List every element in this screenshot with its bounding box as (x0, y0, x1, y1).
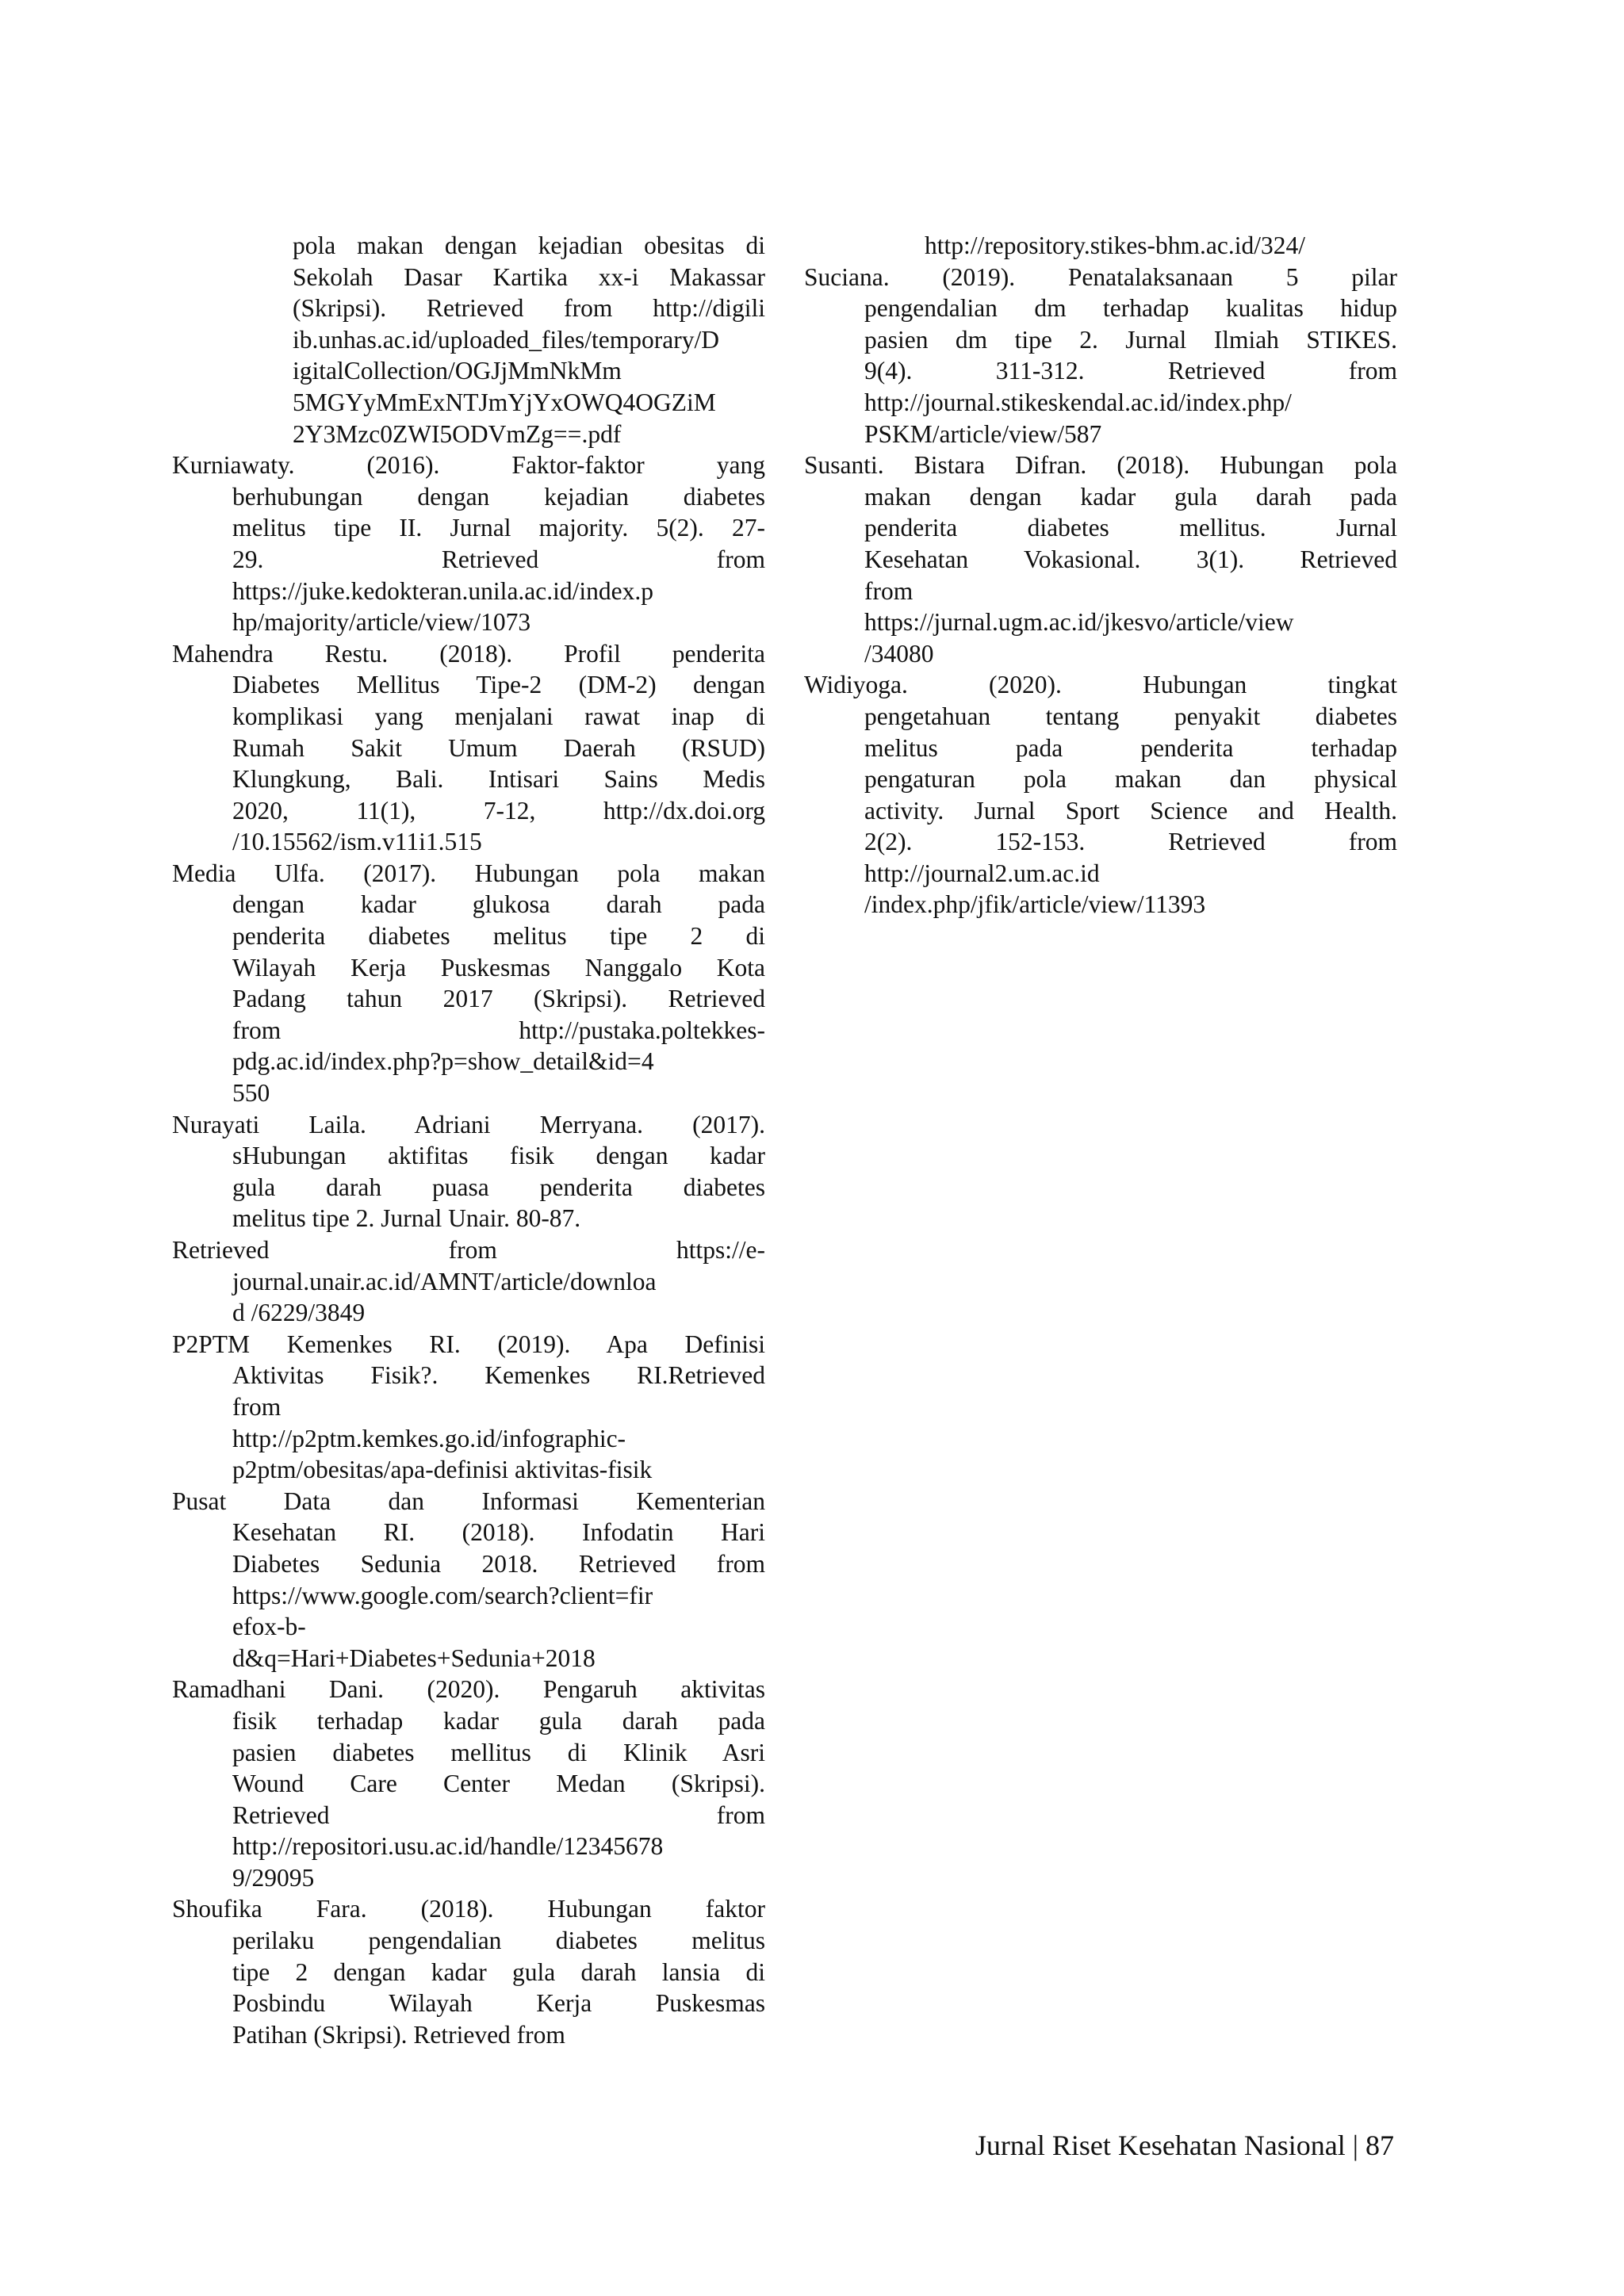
reference-line: Posbindu Wilayah Kerja Puskesmas (232, 1989, 765, 2018)
reference-line: /10.15562/ism.v11i1.515 (232, 828, 482, 856)
reference-line: ib.unhas.ac.id/uploaded_files/temporary/D (293, 325, 719, 354)
reference-line: berhubungan dengan kejadian diabetes (232, 482, 765, 511)
reference-line: Aktivitas Fisik?. Kemenkes RI.Retrieved (232, 1361, 765, 1390)
reference-entry (804, 669, 1397, 920)
reference-line: pdg.ac.id/index.php?p=show_detail&id=4 (232, 1047, 654, 1076)
reference-line: melitus tipe 2. Jurnal Unair. 80-87. (232, 1204, 581, 1233)
reference-entry (172, 1109, 765, 1234)
reference-line: penderita diabetes melitus tipe 2 di (232, 922, 765, 951)
reference-line: d&q=Hari+Diabetes+Sedunia+2018 (232, 1644, 596, 1672)
reference-entry (232, 230, 765, 450)
reference-entry (172, 1486, 765, 1674)
reference-line: Diabetes Sedunia 2018. Retrieved from (232, 1549, 765, 1578)
reference-line: Nurayati Laila. Adriani Merryana. (2017). (172, 1110, 765, 1138)
reference-line: http://p2ptm.kemkes.go.id/infographic- (232, 1424, 626, 1452)
reference-line: https://www.google.com/search?client=fir (232, 1581, 653, 1609)
reference-line: 9/29095 (232, 1863, 315, 1892)
reference-line: Wound Care Center Medan (Skripsi). (232, 1770, 765, 1798)
reference-line: Suciana. (2019). Penatalaksanaan 5 pilar (804, 262, 1397, 291)
reference-line: activity. Jurnal Sport Science and Health. (864, 796, 1397, 825)
reference-entry (172, 1329, 765, 1486)
reference-line: pasien diabetes mellitus di Klinik Asri (232, 1738, 765, 1766)
reference-line: Ramadhani Dani. (2020). Pengaruh aktivitas (172, 1675, 765, 1704)
reference-line: 550 (232, 1079, 270, 1108)
reference-line: tipe 2 dengan kadar gula darah lansia di (232, 1957, 765, 1986)
reference-line: http://journal2.um.ac.id (864, 859, 1100, 887)
reference-line: 9(4). 311-312. Retrieved from (864, 357, 1397, 385)
reference-line: /index.php/jfik/article/view/11393 (864, 890, 1206, 919)
reference-line: http://repositori.usu.ac.id/handle/12345678 (232, 1832, 664, 1861)
reference-line: http://journal.stikeskendal.ac.id/index.php/ (864, 388, 1292, 416)
reference-line: /34080 (864, 639, 934, 668)
reference-line: https://juke.kedokteran.unila.ac.id/index.p (232, 576, 653, 605)
reference-line: 2Y3Mzc0ZWI5ODVmZg==.pdf (293, 419, 622, 448)
reference-line: igitalCollection/OGJjMmNkMm (293, 357, 622, 385)
reference-line: from (864, 576, 914, 605)
reference-line: perilaku pengendalian diabetes melitus (232, 1927, 765, 1955)
reference-line: from http://pustaka.poltekkes- (232, 1016, 765, 1044)
reference-line: Sekolah Dasar Kartika xx-i Makassar (293, 262, 765, 291)
reference-line: pola makan dengan kejadian obesitas di (293, 232, 765, 259)
reference-line: pengetahuan tentang penyakit diabetes (864, 702, 1397, 730)
reference-line: p2ptm/obesitas/apa-definisi aktivitas-fisik (232, 1456, 653, 1484)
reference-line: penderita diabetes mellitus. Jurnal (864, 514, 1397, 542)
reference-line: (Skripsi). Retrieved from http://digili (293, 294, 765, 323)
reference-line: P2PTM Kemenkes RI. (2019). Apa Definisi (172, 1330, 765, 1358)
reference-line: gula darah puasa penderita diabetes (232, 1173, 765, 1201)
reference-line: Patihan (Skripsi). Retrieved from (232, 2020, 565, 2049)
reference-line: Retrieved from (232, 1800, 765, 1829)
reference-line: PSKM/article/view/587 (864, 419, 1102, 448)
reference-line: journal.unair.ac.id/AMNT/article/downloa (232, 1267, 657, 1295)
reference-entry (172, 638, 765, 858)
reference-line: komplikasi yang menjalani rawat inap di (232, 702, 765, 730)
reference-entry (804, 450, 1397, 669)
reference-entry (172, 1893, 765, 2050)
reference-entry (172, 858, 765, 1109)
reference-line: pengendalian dm terhadap kualitas hidup (864, 294, 1397, 323)
reference-column-left (172, 230, 765, 2050)
reference-line: Kesehatan Vokasional. 3(1). Retrieved (864, 545, 1397, 573)
reference-line: Kesehatan RI. (2018). Infodatin Hari (232, 1518, 765, 1547)
reference-line: https://jurnal.ugm.ac.id/jkesvo/article/view (864, 608, 1294, 637)
reference-line: sHubungan aktifitas fisik dengan kadar (232, 1142, 765, 1170)
reference-entry (172, 450, 765, 638)
reference-line: Pusat Data dan Informasi Kementerian (172, 1487, 765, 1515)
page-footer: Jurnal Riset Kesehatan Nasional | 87 (975, 2130, 1394, 2161)
reference-line: Diabetes Mellitus Tipe-2 (DM-2) dengan (232, 671, 765, 699)
reference-line: Shoufika Fara. (2018). Hubungan faktor (172, 1895, 765, 1923)
reference-line: 2020, 11(1), 7-12, http://dx.doi.org (232, 796, 765, 825)
reference-line: Wilayah Kerja Puskesmas Nanggalo Kota (232, 953, 765, 982)
reference-line: d /6229/3849 (232, 1299, 366, 1327)
reference-line: Media Ulfa. (2017). Hubungan pola makan (172, 859, 765, 887)
reference-line: 2(2). 152-153. Retrieved from (864, 828, 1397, 856)
reference-line: melitus pada penderita terhadap (864, 733, 1397, 762)
reference-line: Kurniawaty. (2016). Faktor-faktor yang (172, 451, 765, 480)
reference-entry (172, 1234, 765, 1329)
reference-line: Widiyoga. (2020). Hubungan tingkat (804, 671, 1397, 699)
reference-line: 29. Retrieved from (232, 545, 765, 573)
reference-line: Mahendra Restu. (2018). Profil penderita (172, 639, 765, 668)
reference-line: pengaturan pola makan dan physical (864, 765, 1397, 794)
reference-line: Padang tahun 2017 (Skripsi). Retrieved (232, 985, 765, 1013)
reference-line: Klungkung, Bali. Intisari Sains Medis (232, 765, 765, 794)
reference-entry (172, 1674, 765, 1893)
reference-column-right (804, 230, 1397, 920)
reference-line: from (232, 1392, 282, 1421)
reference-entry (864, 230, 1397, 262)
reference-line: fisik terhadap kadar gula darah pada (232, 1706, 765, 1735)
reference-line: Rumah Sakit Umum Daerah (RSUD) (232, 733, 765, 762)
reference-line: efox-b- (232, 1613, 306, 1641)
reference-line: 5MGYyMmExNTJmYjYxOWQ4OGZiM (293, 388, 716, 416)
reference-line: http://repository.stikes-bhm.ac.id/324/ (925, 232, 1306, 259)
reference-line: Susanti. Bistara Difran. (2018). Hubungan pola (804, 451, 1397, 480)
reference-line: pasien dm tipe 2. Jurnal Ilmiah STIKES. (864, 325, 1397, 354)
reference-line: Retrieved from https://e- (172, 1236, 765, 1264)
reference-line: dengan kadar glukosa darah pada (232, 890, 765, 919)
reference-entry (804, 262, 1397, 450)
reference-line: hp/majority/article/view/1073 (232, 608, 531, 637)
reference-line: makan dengan kadar gula darah pada (864, 482, 1397, 511)
reference-line: melitus tipe II. Jurnal majority. 5(2). 27- (232, 514, 765, 542)
